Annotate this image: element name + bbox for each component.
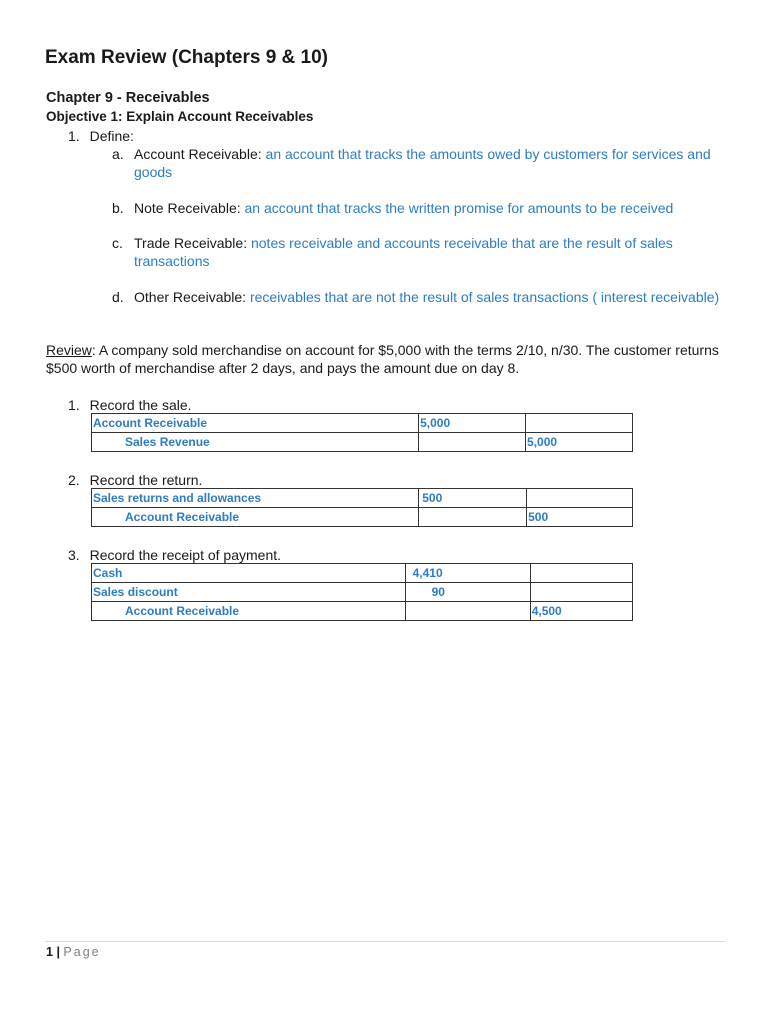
- entry-instruction-text: Record the sale.: [89, 397, 192, 413]
- credit-cell: [526, 414, 633, 433]
- debit-cell: [419, 508, 527, 527]
- definition-answer: an account that tracks the amounts owed by customers for services and goods: [134, 146, 711, 180]
- review-text: : A company sold merchandise on account for $5,000 with the terms 2/10, n/30. The customer returns $500 worth of merchandise after 2 days, and pays the amount due on day 8.: [46, 342, 719, 376]
- define-number: 1.: [68, 128, 80, 144]
- debit-cell: 90: [405, 583, 530, 602]
- credit-cell: 500: [527, 508, 633, 527]
- page-title: Exam Review (Chapters 9 & 10): [45, 47, 329, 68]
- credit-cell: [530, 564, 632, 583]
- debit-cell: [405, 602, 530, 621]
- definition-answer: receivables that are not the result of sales transactions ( interest receivable): [249, 289, 720, 305]
- account-cell: Sales Revenue: [92, 433, 419, 452]
- footer-separator: |: [56, 945, 60, 959]
- definition-letter: b.: [112, 200, 124, 216]
- page-footer: [46, 945, 101, 959]
- credit-cell: 5,000: [526, 433, 633, 452]
- definition-item: [112, 288, 732, 306]
- table-row: [92, 564, 633, 583]
- debit-cell: 500: [419, 489, 527, 508]
- journal-entry-table: [91, 488, 633, 527]
- account-cell: Sales returns and allowances: [92, 489, 419, 508]
- define-label: Define:: [89, 128, 134, 144]
- credit-cell: [527, 489, 633, 508]
- credit-cell: [530, 583, 632, 602]
- journal-entry-table: [91, 563, 633, 621]
- definition-term: Trade Receivable:: [134, 235, 248, 251]
- page-number: 1: [46, 945, 53, 959]
- definition-letter: d.: [112, 289, 124, 305]
- definition-answer: an account that tracks the written promise for amounts to be received: [244, 200, 674, 216]
- definition-term: Other Receivable:: [134, 289, 247, 305]
- review-paragraph: [46, 341, 736, 377]
- entry-instruction: [68, 396, 192, 414]
- entry-instruction-text: Record the return.: [89, 472, 203, 488]
- footer-divider: [45, 941, 725, 942]
- definition-term: Account Receivable:: [134, 146, 262, 162]
- definition-term: Note Receivable:: [134, 200, 241, 216]
- definition-letter: c.: [112, 235, 123, 251]
- table-row: [92, 508, 633, 527]
- define-item: [68, 127, 134, 145]
- review-label: Review: [46, 342, 92, 358]
- entry-number: 2.: [68, 472, 80, 488]
- table-row: [92, 414, 633, 433]
- debit-cell: [419, 433, 526, 452]
- table-row: [92, 583, 633, 602]
- definition-item: [112, 145, 732, 181]
- account-cell: Account Receivable: [92, 508, 419, 527]
- definition-item: [112, 234, 732, 270]
- account-cell: Sales discount: [92, 583, 406, 602]
- credit-cell: 4,500: [530, 602, 632, 621]
- entry-number: 1.: [68, 397, 80, 413]
- entry-instruction: [68, 471, 202, 489]
- debit-cell: 5,000: [419, 414, 526, 433]
- account-cell: Cash: [92, 564, 406, 583]
- objective-heading: Objective 1: Explain Account Receivables: [46, 109, 314, 124]
- debit-cell: 4,410: [405, 564, 530, 583]
- table-row: [92, 433, 633, 452]
- table-row: [92, 489, 633, 508]
- entry-instruction: [68, 546, 281, 564]
- definition-item: [112, 199, 732, 217]
- entry-number: 3.: [68, 547, 80, 563]
- chapter-heading: Chapter 9 - Receivables: [46, 90, 210, 106]
- account-cell: Account Receivable: [92, 414, 419, 433]
- entry-instruction-text: Record the receipt of payment.: [89, 547, 282, 563]
- definition-letter: a.: [112, 146, 124, 162]
- page-word: Page: [63, 945, 101, 959]
- table-row: [92, 602, 633, 621]
- account-cell: Account Receivable: [92, 602, 406, 621]
- definition-answer: notes receivable and accounts receivable that are the result of sales transactions: [134, 235, 673, 269]
- journal-entry-table: [91, 413, 633, 452]
